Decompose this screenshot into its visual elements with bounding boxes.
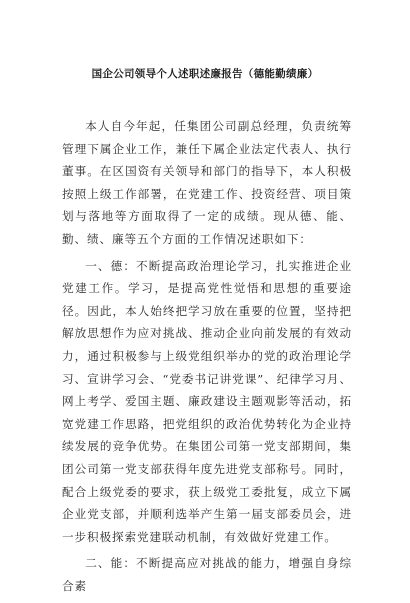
- paragraph-intro: 本人自今年起，任集团公司副总经理，负责统筹管理下属企业工作，兼任下属企业法定代表人、执行董事。在区国资有关领导和部门的指导下，本人积极按照上级工作部署，在党建工作、投资经营、项目策划与落地等方面取得了一定的成绩。现从德、能、勤、绩、廉等五个方面的工作情况述职如下：: [62, 119, 352, 246]
- document-body: [62, 115, 352, 603]
- paragraph-virtue: 一、德：不断提高政治理论学习，扎实推进企业党建工作。学习，是提高党性觉悟和思想的重要途径。因此，本人始终把学习放在重要的位置，坚持把解放思想作为应对挑战、推动企业向前发展的有效动力，通过积极参与上级党组织举办的党的政治理论学习、宣讲学习会、“党委书记讲党课”、纪律学习月、网上考学、爱国主题、廉政建设主题观影等活动，拓宽党建工作思路，把党组织的政治优势转化为企业持续发展的竞争优势。在集团公司第一党支部期间，集团公司第一党支部获得年度先进党支部称号。同时，配合上级党委的要求，获上级党工委批复，成立下属企业党支部，并顺利选举产生第一届支部委员会，进一步积极探索党建联动机制，有效做好党建工作。: [62, 258, 352, 544]
- paragraph-ability: 二、能：不断提高应对挑战的能力，增强自身综合素: [62, 556, 352, 593]
- document-title: 国企公司领导个人述职述廉报告（德能勤绩廉）: [91, 68, 319, 80]
